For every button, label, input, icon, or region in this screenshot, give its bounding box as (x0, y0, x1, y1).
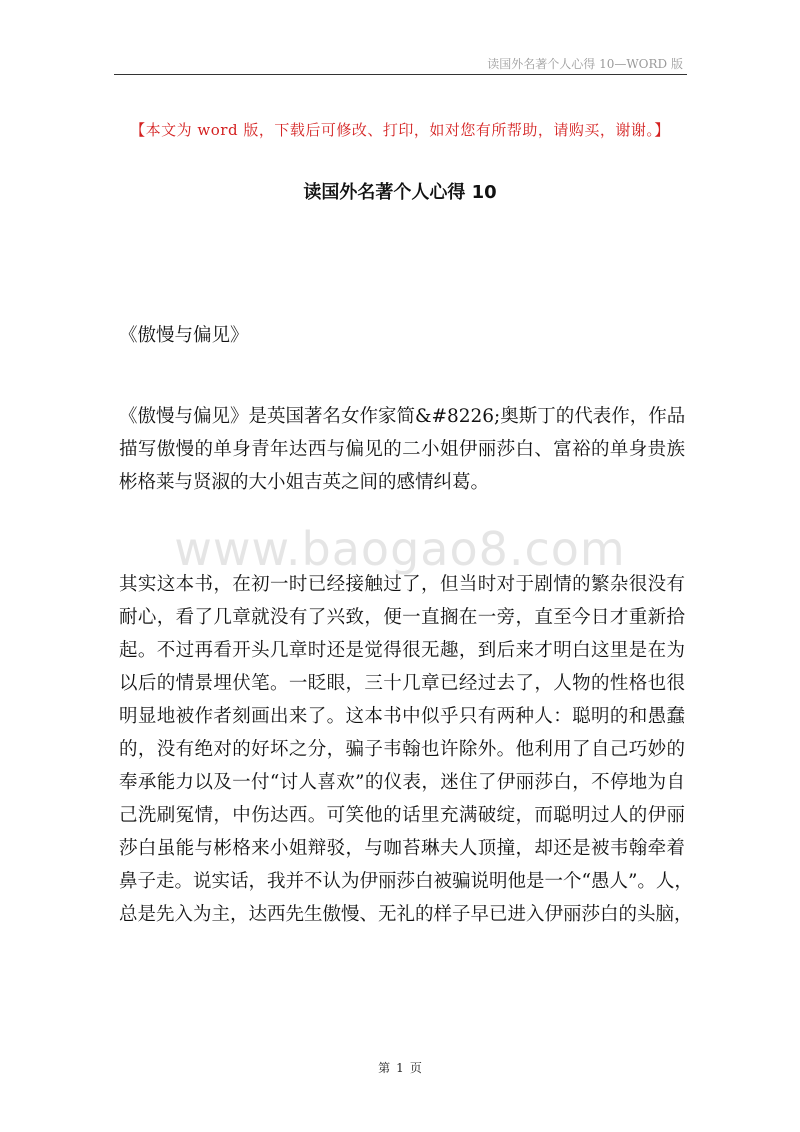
page-footer (0, 1059, 800, 1076)
header-divider (114, 74, 687, 75)
section-heading (119, 319, 685, 352)
paragraph-line: 彬格莱与贤淑的大小姐吉英之间的感情纠葛。 (119, 472, 490, 493)
paragraph-line: 《傲慢与偏见》是英国著名女作家简&#8226;奥斯丁的代表作，作品 (119, 406, 686, 427)
page-number: 1 (396, 1061, 404, 1075)
footer-prefix: 第 (378, 1061, 391, 1075)
paragraph-line: 总是先入为主，达西先生傲慢、无礼的样子早已进入伊丽莎白的头脑， (119, 904, 693, 925)
section-heading-text: 《傲慢与偏见》 (119, 325, 249, 346)
paragraph-line: 明显地被作者刻画出来了。这本书中似乎只有两种人：聪明的和愚蠢 (119, 706, 685, 727)
footer-suffix: 页 (409, 1061, 422, 1075)
running-header: 读国外名著个人心得 10—WORD 版 (487, 57, 683, 71)
watermark: www.baogao8.com (174, 522, 626, 576)
paragraph-line: 奉承能力以及一付“讨人喜欢”的仪表，迷住了伊丽莎白，不停地为自 (119, 772, 685, 793)
paragraph-line: 起。不过再看开头几章时还是觉得很无趣，到后来才明白这里是在为 (119, 640, 685, 661)
paragraph-line: 其实这本书，在初一时已经接触过了，但当时对于剧情的繁杂很没有 (119, 574, 685, 595)
paragraph-line: 鼻子走。说实话，我并不认为伊丽莎白被骗说明他是一个“愚人”。人， (119, 871, 693, 892)
document-title: 读国外名著个人心得 10 (303, 182, 497, 203)
paragraph-line: 莎白虽能与彬格来小姐辩驳，与咖苔琳夫人顶撞，却还是被韦翰牵着 (119, 838, 685, 859)
paragraph-line: 耐心，看了几章就没有了兴致，便一直搁在一旁，直至今日才重新拾 (119, 607, 685, 628)
paragraph-line: 以后的情景埋伏笔。一眨眼，三十几章已经过去了，人物的性格也很 (119, 673, 685, 694)
paragraph-line: 描写傲慢的单身青年达西与偏见的二小姐伊丽莎白、富裕的单身贵族 (119, 439, 685, 460)
paragraph-2 (119, 568, 693, 931)
download-notice: 【本文为 word 版，下载后可修改、打印，如对您有所帮助，请购买，谢谢。】 (130, 121, 670, 139)
paragraph-line: 己洗刷冤情，中伤达西。可笑他的话里充满破绽，而聪明过人的伊丽 (119, 805, 685, 826)
paragraph-line: 的，没有绝对的好坏之分，骗子韦翰也许除外。他利用了自己巧妙的 (119, 739, 685, 760)
paragraph-1 (119, 400, 685, 499)
